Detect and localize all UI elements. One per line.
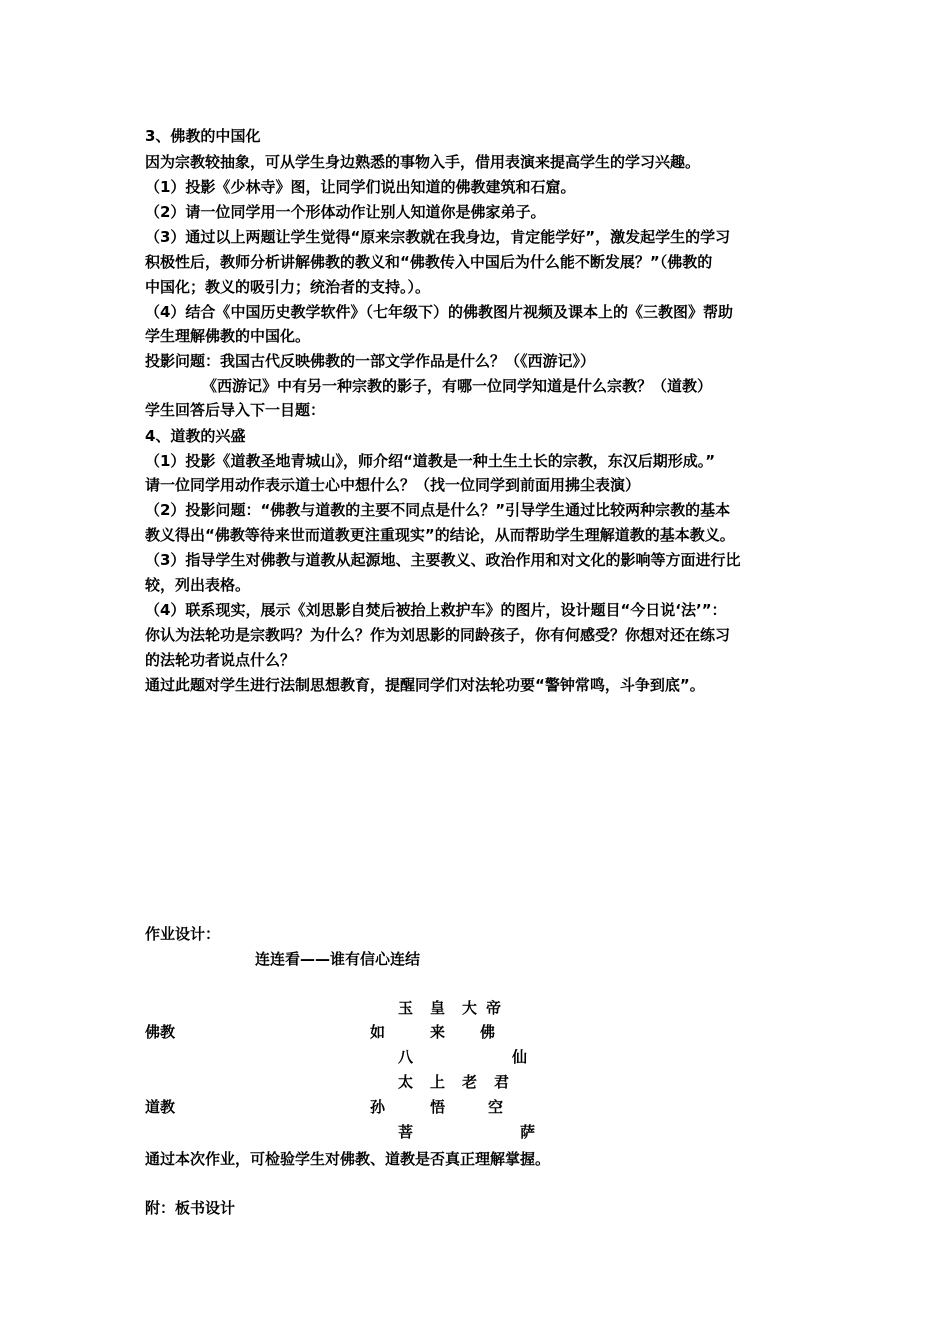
paragraph-line: （2）投影问题：“佛教与道教的主要不同点是什么？”引导学生通过比较两种宗教的基本 — [145, 501, 731, 519]
paragraph-line: （3）指导学生对佛教与道教从起源地、主要教义、政治作用和对文化的影响等方面进行比 — [145, 551, 741, 569]
paragraph-line: 中国化；教义的吸引力；统治者的支持。）。 — [145, 278, 431, 296]
paragraph-line: 因为宗教较抽象，可从学生身边熟悉的事物入手，借用表演来提高学生的学习兴趣。 — [145, 153, 701, 171]
paragraph-line: 请一位同学用动作表示道士心中想什么？（找一位同学到前面用拂尘表演） — [145, 476, 641, 494]
paragraph-line: 的法轮功者说点什么？ — [145, 651, 296, 669]
document-page: 3、佛教的中国化 因为宗教较抽象，可从学生身边熟悉的事物入手，借用表演来提高学生的学习兴趣。 （1）投影《少林寺》图，让同学们说出知道的佛教建筑和石窟。 （2）请一位同学用一个形体动作让别人知道你是佛家弟子。 （3）通过以上两题让学生觉得“原来宗教就在我身边，肯定能学好”，激发起学生的学习 积极性后，教师分析讲解佛教的教义和“佛教传入中国后为什么能不断发展？”（佛教的 中国化；教义的吸引力；统治者的支持。）。 （4）结合《中国历史教学软件》（七年级下）的佛教图片视频及课本上的《三教图》帮助 学生理解佛教的中国化。 投影问题：我国古代反映佛教的一部文学作品是什么？（《西游记》） 《西游记》中有另一种宗教的影子，有哪一位同学知道是什么宗教？（道教） 学生回答后导入下一目题： 4、道教的兴盛 （1）投影《道教圣地青城山》，师介绍“道教是一种土生土长的宗教，东汉后期形成。” 请一位同学用动作表示道士心中想什么？（找一位同学到前面用拂尘表演） （2）投影问题：“佛教与道教的主要不同点是什么？”引导学生通过比较两种宗教的基本 教义得出“佛教等待来世而道教更注重现实”的结论，从而帮助学生理解道教的基本教义。 （3）指导学生对佛教与道教从起源地、主要教义、政治作用和对文化的影响等方面进行比 较，列出表格。 （4）联系现实，展示《刘思影自焚后被抬上救护车》的图片，设计题目“今日说‘法’”： 你认为法轮功是宗教吗？为什么？作为刘思影的同龄孩子，你有何感受？你想对还在练习 的法轮功者说点什么？ 通过此题对学生进行法制思想教育，提醒同学们对法轮功要“警钟常鸣，斗争到底”。 作业设计： 连连看——谁有信心连结 佛教 道教 玉 皇 大 帝 如 来 佛 八 仙 太 上 老 君 孙 悟 空 菩 萨 通过本次作业，可检验学生对佛教、道教是否真正理解掌握。 附：板书设计 — [145, 127, 741, 1217]
paragraph-line: （2）请一位同学用一个形体动作让别人知道你是佛家弟子。 — [145, 203, 546, 221]
match-left-buddhism: 佛教 — [145, 1023, 176, 1041]
paragraph-line: （4）结合《中国历史教学软件》（七年级下）的佛教图片视频及课本上的《三教图》帮助 — [145, 303, 733, 321]
paragraph-line: 《西游记》中有另一种宗教的影子，有哪一位同学知道是什么宗教？（道教） — [202, 377, 713, 395]
paragraph-line: （1）投影《道教圣地青城山》，师介绍“道教是一种土生土长的宗教，东汉后期形成。” — [145, 452, 716, 470]
paragraph-line: （4）联系现实，展示《刘思影自焚后被抬上救护车》的图片，设计题目“今日说‘法’”： — [145, 601, 727, 619]
homework-conclusion: 通过本次作业，可检验学生对佛教、道教是否真正理解掌握。 — [145, 1150, 551, 1168]
paragraph-line: 通过此题对学生进行法制思想教育，提醒同学们对法轮功要“警钟常鸣，斗争到底”。 — [145, 676, 705, 694]
paragraph-line: 学生理解佛教的中国化。 — [145, 327, 311, 345]
paragraph-line: 积极性后，教师分析讲解佛教的教义和“佛教传入中国后为什么能不断发展？”（佛教的 — [145, 253, 713, 271]
paragraph-line: 你认为法轮功是宗教吗？为什么？作为刘思影的同龄孩子，你有何感受？你想对还在练习 — [145, 626, 731, 644]
homework-subtitle: 连连看——谁有信心连结 — [255, 950, 421, 968]
paragraph-line: （1）投影《少林寺》图，让同学们说出知道的佛教建筑和石窟。 — [145, 178, 576, 196]
appendix-heading: 附：板书设计 — [145, 1199, 236, 1217]
section3-heading: 3、佛教的中国化 — [145, 127, 261, 145]
paragraph-line: 学生回答后导入下一目题： — [145, 401, 326, 419]
section4-heading: 4、道教的兴盛 — [145, 427, 246, 445]
paragraph-line: 教义得出“佛教等待来世而道教更注重现实”的结论，从而帮助学生理解道教的基本教义。 — [145, 526, 735, 544]
homework-heading: 作业设计： — [145, 925, 221, 943]
paragraph-line: （3）通过以上两题让学生觉得“原来宗教就在我身边，肯定能学好”，激发起学生的学习 — [145, 228, 731, 246]
paragraph-line: 较，列出表格。 — [145, 576, 251, 594]
match-left-taoism: 道教 — [145, 1098, 176, 1116]
paragraph-line: 投影问题：我国古代反映佛教的一部文学作品是什么？（《西游记》） — [145, 352, 596, 370]
